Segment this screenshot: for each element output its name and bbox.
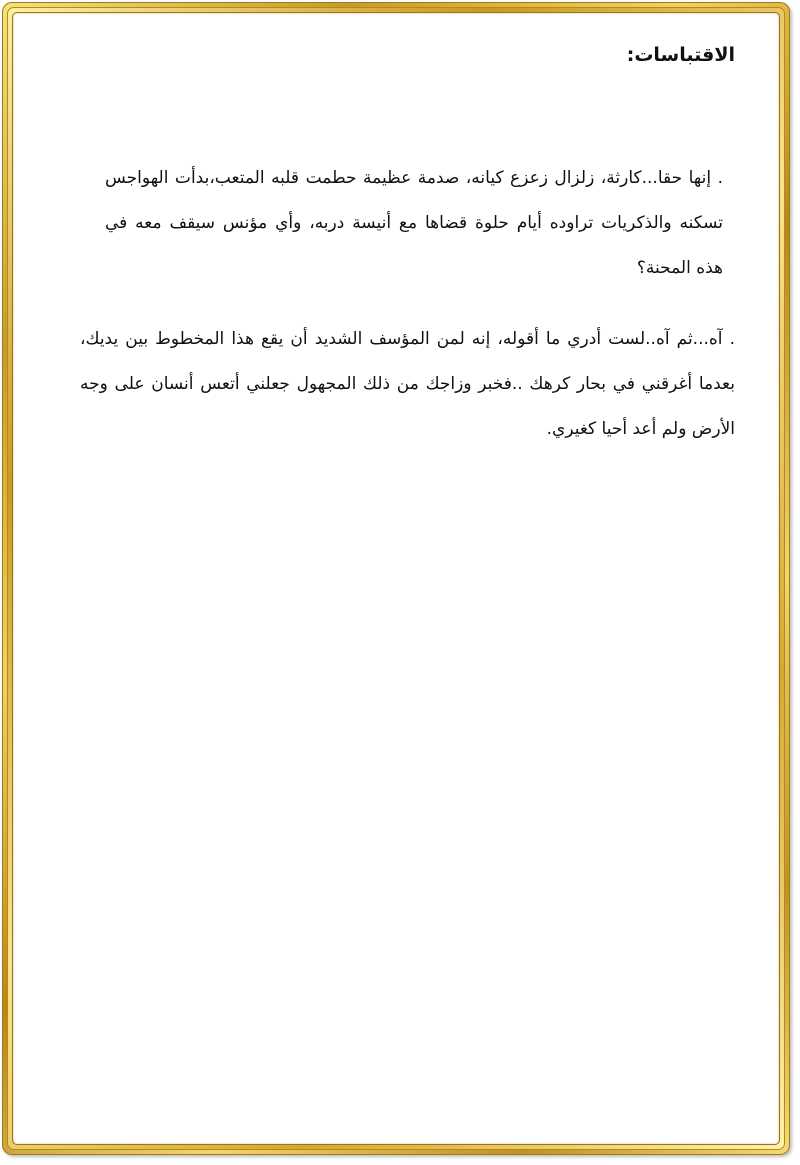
quote-paragraph-2: . آه...ثم آه..لست أدري ما أقوله، إنه لمن المؤسف الشديد أن يقع هذا المخطوط بين يديك، بعدما أغرقني في بحار كرهك ..فخبر وزاجك من ذلك المجهول جعلني أتعس أنسان على وجه الأرض ولم أعد أحيا كغيري. [80,329,735,439]
page-title: الاقتباسات: [626,44,735,66]
quote-paragraph-1: . إنها حقا...كارثة، زلزال زعزع كيانه، صدمة عظيمة حطمت قلبه المتعب،بدأت الهواجس تسكنه والذكريات تراوده أيام حلوة قضاها مع أنيسة دربه، وأي مؤنس سيقف معه في هذه المحنة؟ [105,168,723,278]
document-content [80,38,735,452]
